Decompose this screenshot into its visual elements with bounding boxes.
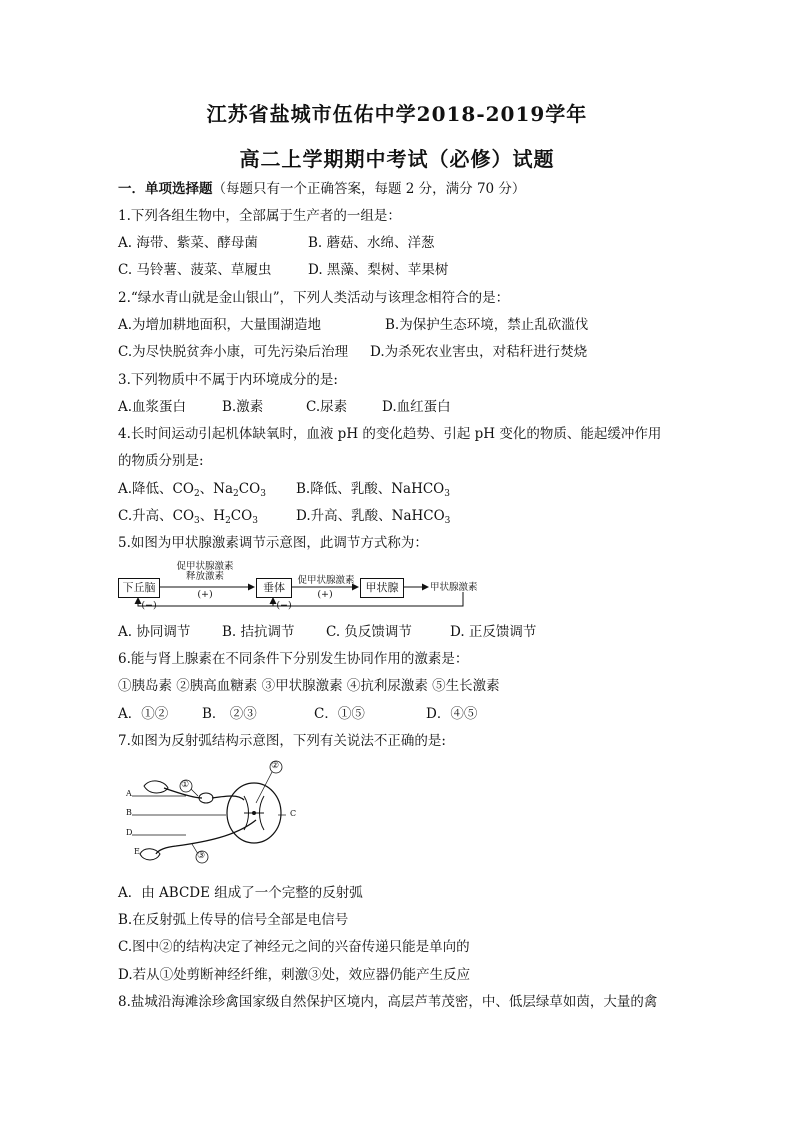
q1-stem: 1.下列各组生物中，全部属于生产者的一组是： (118, 208, 401, 224)
section-note: （每题只有一个正确答案，每题 2 分，满分 70 分） (212, 181, 526, 197)
label-B: B (126, 808, 132, 817)
minus-2: (−) (276, 600, 292, 611)
q7-option-d: D.若从①处剪断神经纤维，刺激③处，效应器仍能产生反应 (118, 967, 471, 983)
q5-option-b: B. 拮抗调节 (222, 624, 295, 640)
q1-option-c: C. 马铃薯、菠菜、草履虫 (118, 262, 272, 278)
q4-option-d: D.升高、乳酸、NaHCO$_3$ (296, 508, 451, 526)
plus-1: (+) (197, 589, 213, 600)
reflex-arc-diagram (126, 758, 316, 868)
q5-option-d: D. 正反馈调节 (450, 624, 537, 640)
section-heading (118, 180, 525, 198)
label-A: A (126, 789, 132, 798)
box-thyroid: 甲状腺 (360, 578, 404, 598)
label-1: ① (181, 780, 190, 790)
q7-option-b: B.在反射弧上传导的信号全部是电信号 (118, 912, 349, 928)
reflex-arc-drawing (126, 758, 316, 868)
label-D: D (126, 828, 133, 837)
q2-options-ab (118, 316, 589, 334)
q2-options-cd (118, 343, 588, 361)
label-C: C (290, 809, 297, 818)
q3-option-c: C.尿素 (306, 399, 348, 415)
q7-option-a: A．由 ABCDE 组成了一个完整的反射弧 (118, 885, 363, 901)
q6-options (118, 705, 478, 723)
q2-option-a: A.为增加耕地面积，大量围湖造地 (118, 317, 322, 333)
title-line-2: 高二上学期期中考试（必修）试题 (239, 147, 555, 171)
q8-stem: 8.盐城沿海滩涂珍禽国家级自然保护区境内，高层芦苇茂密，中、低层绿草如茵，大量的禽 (118, 994, 658, 1010)
q5-option-a: A. 协同调节 (118, 624, 191, 640)
minus-1: (−) (141, 600, 157, 611)
q2-option-c: C.为尽快脱贫奔小康，可先污染后治理 (118, 344, 349, 360)
plus-2: (+) (317, 589, 333, 600)
q5-stem: 5.如图为甲状腺激素调节示意图，此调节方式称为： (118, 535, 428, 551)
q6-option-c: C．①⑤ (314, 706, 365, 722)
q6-option-a: A．①② (118, 706, 169, 722)
q3-option-a: A.血浆蛋白 (118, 399, 187, 415)
box-pituitary: 垂体 (256, 578, 292, 598)
q2-stem: 2.“绿水青山就是金山银山”，下列人类活动与该理念相符合的是： (118, 290, 510, 306)
q2-option-d: D.为杀死农业害虫，对秸秆进行焚烧 (370, 344, 588, 360)
q7-stem: 7.如图为反射弧结构示意图，下列有关说法不正确的是: (118, 733, 446, 749)
q7-option-c: C.图中②的结构决定了神经元之间的兴奋传递只能是单向的 (118, 939, 470, 955)
q1-options-ab (118, 234, 435, 252)
q3-option-b: B.激素 (222, 399, 264, 415)
q4-option-b: B.降低、乳酸、NaHCO$_3$ (296, 481, 450, 499)
output-thyroid-hormone: 甲状腺激素 (430, 582, 478, 593)
title-line-1: 江苏省盐城市伍佑中学2018-2019学年 (206, 102, 588, 126)
q6-stem: 6.能与肾上腺素在不同条件下分别发生协同作用的激素是： (118, 651, 469, 667)
q4-stem-2: 的物质分别是: (118, 453, 204, 469)
q4-options-cd (118, 507, 451, 530)
q1-options-cd (118, 261, 449, 279)
label-3: ③ (197, 851, 206, 861)
label-tsh: 促甲状腺激素 (297, 575, 355, 586)
label-trh-2: 释放激素 (185, 571, 224, 582)
q4-options-ab (118, 480, 450, 503)
section-title: 一．单项选择题 (118, 181, 213, 197)
q3-options (118, 398, 451, 416)
q6-option-b: B． ②③ (202, 706, 257, 722)
q1-option-a: A. 海带、紫菜、酵母菌 (118, 235, 258, 251)
q4-stem-1: 4.长时间运动引起机体缺氧时，血液 pH 的变化趋势、引起 pH 变化的物质、能起缓冲作用 (118, 426, 662, 442)
q6-option-d: D．④⑤ (426, 706, 478, 722)
q1-option-b: B. 蘑菇、水绵、洋葱 (308, 235, 435, 251)
label-E: E (134, 847, 140, 856)
q2-option-b: B.为保护生态环境，禁止乱砍滥伐 (385, 317, 589, 333)
q3-option-d: D.血红蛋白 (382, 399, 451, 415)
q5-options (118, 623, 537, 641)
q5-option-c: C. 负反馈调节 (326, 624, 412, 640)
box-hypothalamus: 下丘脑 (118, 578, 160, 598)
label-2: ② (271, 761, 280, 771)
q4-option-c: C.升高、$CO_3$、$H_2CO_3$ (118, 508, 258, 526)
q6-items: ①胰岛素 ②胰高血糖素 ③甲状腺激素 ④抗利尿激素 ⑤生长激素 (118, 678, 500, 694)
label-trh-1: 促甲状腺激素 (176, 561, 234, 572)
q1-option-d: D. 黑藻、梨树、苹果树 (308, 262, 449, 278)
thyroid-regulation-diagram (118, 558, 498, 616)
q4-option-a: A.降低、$CO_2$、$Na_2CO_3$ (118, 481, 266, 499)
q3-stem: 3.下列物质中不属于内环境成分的是: (118, 372, 338, 388)
